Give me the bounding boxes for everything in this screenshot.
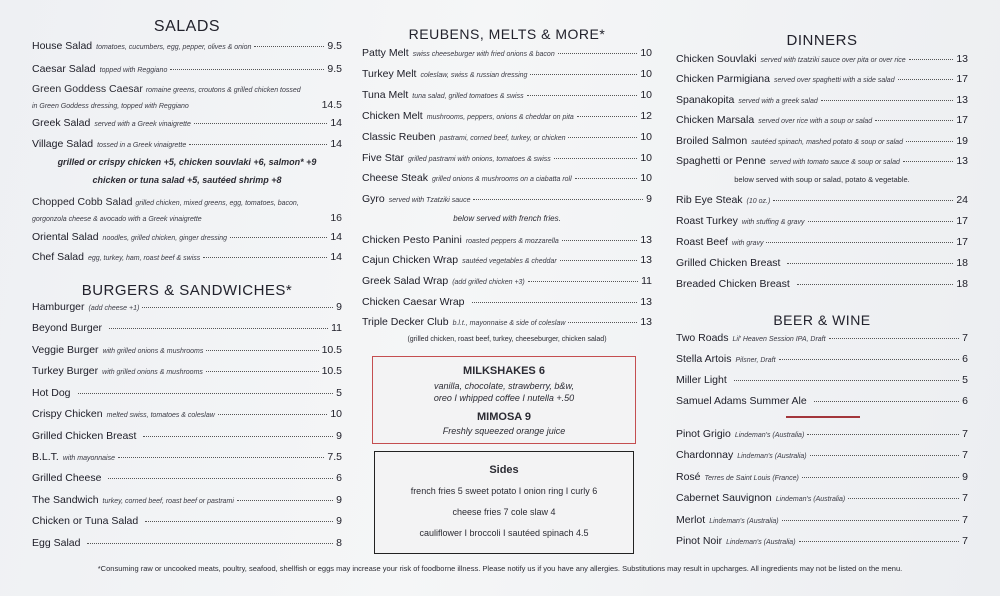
- menu-item: [676, 114, 968, 126]
- item-price: 8: [336, 537, 342, 549]
- menu-item: [32, 430, 342, 442]
- sides-title: Sides: [489, 464, 519, 476]
- item-price: 18: [956, 257, 968, 269]
- menu-item: [676, 449, 968, 461]
- dinners-heading: DINNERS: [786, 32, 858, 49]
- item-price: 13: [640, 296, 652, 308]
- menu-item: [32, 301, 342, 313]
- item-desc: mushrooms, peppers, onions & cheddar on pita: [426, 114, 574, 121]
- item-name: Grilled Chicken Breast: [676, 257, 781, 269]
- item-name: Chicken Caesar Wrap: [362, 296, 465, 308]
- item-price: 10: [640, 131, 652, 143]
- dot-leader: [797, 284, 953, 285]
- item-price: 7: [962, 428, 968, 440]
- item-price: 11: [641, 275, 652, 287]
- item-name: Chef Salad: [32, 251, 84, 263]
- item-price: 10: [640, 152, 652, 164]
- dot-leader: [909, 59, 954, 60]
- dot-leader: [206, 350, 318, 351]
- item-name: Rosé: [676, 471, 701, 483]
- item-desc: served over spaghetti with a side salad: [773, 77, 895, 84]
- dot-leader: [808, 221, 954, 222]
- dot-leader: [108, 478, 333, 479]
- item-name: Tuna Melt: [362, 89, 409, 101]
- dot-leader: [568, 322, 637, 323]
- item-name: The Sandwich: [32, 494, 99, 506]
- item-price: 10: [330, 408, 342, 420]
- item-price: 9: [336, 430, 342, 442]
- item-price: 24: [956, 194, 968, 206]
- item-name: Oriental Salad: [32, 231, 99, 243]
- dot-leader: [142, 307, 333, 308]
- dot-leader: [170, 69, 324, 70]
- dot-leader: [528, 281, 638, 282]
- item-name: Triple Decker Club: [362, 316, 449, 328]
- salad-addons-2: chicken or tuna salad +5, sautéed shrimp +8: [92, 175, 282, 185]
- item-name: Rib Eye Steak: [676, 194, 743, 206]
- item-name: Pinot Noir: [676, 535, 723, 547]
- item-price: 12: [640, 110, 652, 122]
- item-desc: served with a greek salad: [738, 98, 818, 105]
- menu-item: [362, 131, 652, 143]
- item-name: Grilled Chicken Breast: [32, 430, 137, 442]
- item-name: Stella Artois: [676, 353, 732, 365]
- item-name: Samuel Adams Summer Ale: [676, 395, 807, 407]
- item-name: Chardonnay: [676, 449, 734, 461]
- item-price: 13: [956, 94, 968, 106]
- menu-item: [676, 374, 968, 386]
- item-desc-2: in Green Goddess dressing, topped with Reggiano: [32, 103, 189, 110]
- item-price: 13: [956, 155, 968, 167]
- salads-heading: SALADS: [153, 18, 221, 35]
- item-name: Green Goddess Caesar: [32, 83, 143, 95]
- item-name: Village Salad: [32, 138, 94, 150]
- item-name: Veggie Burger: [32, 344, 99, 356]
- menu-item: [676, 492, 968, 504]
- menu-item: [32, 40, 342, 52]
- item-price: 9: [336, 494, 342, 506]
- dot-leader: [143, 436, 333, 437]
- item-price: 13: [956, 53, 968, 65]
- item-price: 14: [330, 138, 342, 150]
- menu-item: [32, 408, 342, 420]
- item-desc: served with tomato sauce & soup or salad: [769, 159, 900, 166]
- dot-leader: [472, 302, 638, 303]
- item-name: Greek Salad: [32, 117, 91, 129]
- item-desc: tomatoes, cucumbers, egg, pepper, olives & onion: [96, 44, 252, 51]
- menu-item: [32, 138, 342, 150]
- item-name: Breaded Chicken Breast: [676, 278, 790, 290]
- item-desc: with grilled onions & mushrooms: [102, 369, 203, 376]
- item-desc: coleslaw, swiss & russian dressing: [420, 72, 528, 79]
- item-price: 5: [962, 374, 968, 386]
- reubens-heading: REUBENS, MELTS & MORE*: [408, 26, 606, 42]
- menu-item: [362, 152, 652, 164]
- item-name: Cabernet Sauvignon: [676, 492, 772, 504]
- item-name: Hamburger: [32, 301, 85, 313]
- item-desc: Terres de Saint Louis (France): [704, 475, 799, 482]
- item-desc: (add grilled chicken +3): [452, 279, 525, 286]
- dot-leader: [237, 500, 333, 501]
- item-price: 7: [962, 332, 968, 344]
- dot-leader: [206, 371, 319, 372]
- dot-leader: [875, 120, 953, 121]
- menu-item: [362, 254, 652, 266]
- item-desc: served with tzatziki sauce over pita or over rice: [760, 57, 906, 64]
- menu-item: [676, 278, 968, 290]
- sides-line2: cheese fries 7 cole slaw 4: [452, 507, 556, 517]
- item-price: 14: [330, 231, 342, 243]
- salad-addons-1: grilled or crispy chicken +5, chicken souvlaki +6, salmon* +9: [57, 157, 317, 167]
- menu-item: [676, 257, 968, 269]
- item-name: Patty Melt: [362, 47, 409, 59]
- dot-leader: [779, 359, 960, 360]
- item-price: 16: [330, 212, 342, 224]
- dot-leader: [554, 158, 638, 159]
- item-price: 13: [640, 316, 652, 328]
- wine-divider: [786, 416, 860, 418]
- item-name: Classic Reuben: [362, 131, 436, 143]
- menu-item: [362, 296, 652, 308]
- item-desc: roasted peppers & mozzarella: [465, 238, 559, 245]
- dot-leader: [145, 521, 333, 522]
- menu-item: [32, 472, 342, 484]
- item-price: 10.5: [321, 365, 342, 377]
- menu-item: [32, 344, 342, 356]
- item-name: Egg Salad: [32, 537, 81, 549]
- item-desc-2: gorgonzola cheese & avocado with a Greek vinaigrette: [32, 216, 202, 223]
- dot-leader: [906, 141, 953, 142]
- item-desc: served with a Greek vinaigrette: [94, 121, 191, 128]
- item-name: Merlot: [676, 514, 706, 526]
- dot-leader: [568, 137, 637, 138]
- item-name: Turkey Melt: [362, 68, 417, 80]
- menu-item: [676, 395, 968, 407]
- dot-leader: [527, 95, 638, 96]
- item-name: Greek Salad Wrap: [362, 275, 449, 287]
- menu-item: [32, 63, 342, 75]
- dot-leader: [254, 46, 324, 47]
- menu-item: [676, 236, 968, 248]
- item-name: Chicken Pesto Panini: [362, 234, 462, 246]
- item-desc: served with Tzatziki sauce: [388, 197, 471, 204]
- menu-item: [32, 387, 342, 399]
- sides-box: [374, 451, 634, 554]
- menu-item: [32, 537, 342, 549]
- dot-leader: [734, 380, 959, 381]
- item-desc: romaine greens, croutons & grilled chicken tossed: [145, 87, 301, 94]
- dot-leader: [560, 260, 638, 261]
- menu-item: [676, 514, 968, 526]
- item-desc: Lindeman's (Australia): [775, 496, 846, 503]
- menu-item: [32, 515, 342, 527]
- menu-item: [32, 117, 342, 129]
- mimosa-desc: Freshly squeezed orange juice: [442, 426, 566, 436]
- milkshakes-title: MILKSHAKES 6: [463, 365, 545, 377]
- sides-line1: french fries 5 sweet potato I onion ring I curly 6: [410, 486, 598, 496]
- fries-note: below served with french fries.: [453, 214, 561, 223]
- burgers-heading: BURGERS & SANDWICHES*: [81, 282, 293, 299]
- dot-leader: [810, 455, 960, 456]
- menu-item: [676, 73, 968, 85]
- item-desc: grilled pastrami with onions, tomatoes & swiss: [408, 156, 551, 163]
- item-price: 9: [646, 193, 652, 205]
- dot-leader: [87, 543, 333, 544]
- item-price: 19: [956, 135, 968, 147]
- menu-item: [362, 47, 652, 59]
- menu-item: [362, 316, 652, 328]
- item-desc: Lindeman's (Australia): [737, 453, 807, 460]
- item-desc: with mayonnaise: [62, 455, 115, 462]
- item-desc: Lindeman's (Australia): [709, 518, 779, 525]
- item-desc: topped with Reggiano: [99, 67, 168, 74]
- item-name: Spaghetti or Penne: [676, 155, 766, 167]
- item-desc: melted swiss, tomatoes & coleslaw: [106, 412, 215, 419]
- menu-item: [32, 251, 342, 263]
- menu-item: [676, 535, 968, 547]
- dot-leader: [473, 199, 643, 200]
- dot-leader: [903, 161, 953, 162]
- item-price: 14: [330, 117, 342, 129]
- item-name: Pinot Grigio: [676, 428, 731, 440]
- item-price: 13: [640, 254, 652, 266]
- item-desc: with gravy: [731, 240, 764, 247]
- item-price: 7: [962, 492, 968, 504]
- dot-leader: [787, 263, 953, 264]
- dot-leader: [530, 74, 637, 75]
- menu-item: [362, 68, 652, 80]
- menu-item: [362, 193, 652, 205]
- item-price: 9: [962, 471, 968, 483]
- menu-item: [32, 451, 342, 463]
- item-name: Grilled Cheese: [32, 472, 102, 484]
- item-price: 17: [956, 236, 968, 248]
- menu-item: [362, 172, 652, 184]
- item-name: Spanakopita: [676, 94, 735, 106]
- item-desc: with stuffing & gravy: [741, 219, 805, 226]
- dot-leader: [577, 116, 638, 117]
- item-desc: b.l.t., mayonnaise & side of coleslaw: [452, 320, 566, 327]
- menu-item: [676, 155, 968, 167]
- milkshakes-line1: vanilla, chocolate, strawberry, b&w,: [434, 381, 574, 391]
- item-desc: served over rice with a soup or salad: [758, 118, 873, 125]
- menu-item: [676, 94, 968, 106]
- dinners-note: below served with soup or salad, potato & vegetable.: [734, 175, 910, 184]
- item-desc: tuna salad, grilled tomatoes & swiss: [412, 93, 524, 100]
- item-desc: egg, turkey, ham, roast beef & swiss: [87, 255, 201, 262]
- item-desc: swiss cheeseburger with fried onions & bacon: [412, 51, 555, 58]
- dot-leader: [773, 200, 953, 201]
- item-price: 10: [640, 172, 652, 184]
- item-name: Chicken Souvlaki: [676, 53, 757, 65]
- item-desc: grilled chicken, mixed greens, egg, tomatoes, bacon,: [135, 200, 299, 207]
- item-price: 11: [331, 322, 342, 334]
- item-desc: sautéed vegetables & cheddar: [462, 258, 557, 265]
- dot-leader: [558, 53, 638, 54]
- item-desc: sautéed spinach, mashed potato & soup or salad: [751, 139, 903, 146]
- item-name: Chicken Marsala: [676, 114, 755, 126]
- menu-item: [676, 53, 968, 65]
- item-desc: tossed in a Greek vinaigrette: [97, 142, 187, 149]
- item-name: Gyro: [362, 193, 385, 205]
- menu-item: [32, 365, 342, 377]
- item-price: 7: [962, 535, 968, 547]
- item-price: 10.5: [321, 344, 342, 356]
- milkshakes-box: [372, 356, 636, 444]
- item-name: Roast Beef: [676, 236, 728, 248]
- item-price: 9.5: [327, 63, 342, 75]
- item-desc: noodles, grilled chicken, ginger dressing: [102, 235, 228, 242]
- dot-leader: [802, 477, 959, 478]
- mimosa-title: MIMOSA 9: [477, 411, 531, 423]
- item-name: Chicken Parmigiana: [676, 73, 770, 85]
- item-price: 7: [962, 514, 968, 526]
- item-name: Chicken Melt: [362, 110, 423, 122]
- item-desc: pastrami, corned beef, turkey, or chicken: [439, 135, 566, 142]
- milkshakes-line2: oreo I whipped coffee I nutella +.50: [433, 393, 575, 403]
- item-desc: with grilled onions & mushrooms: [102, 348, 204, 355]
- item-name: Roast Turkey: [676, 215, 738, 227]
- dot-leader: [118, 457, 324, 458]
- menu-item: [32, 82, 342, 114]
- menu-item: [362, 275, 652, 287]
- item-name: Chopped Cobb Salad: [32, 196, 133, 208]
- item-price: 10: [640, 89, 652, 101]
- dot-leader: [829, 338, 960, 339]
- footer-disclaimer: *Consuming raw or uncooked meats, poultry, seafood, shellfish or eggs may increase your risk of foodborne illness. Please notify us if you have any allergies. Substitutions may result in upcharges. All ingredients may not be listed on the menu.: [97, 564, 903, 573]
- dot-leader: [575, 178, 638, 179]
- dot-leader: [898, 79, 954, 80]
- item-name: Crispy Chicken: [32, 408, 103, 420]
- item-name: B.L.T.: [32, 451, 59, 463]
- item-name: Two Roads: [676, 332, 729, 344]
- menu-item: [676, 332, 968, 344]
- item-price: 14: [330, 251, 342, 263]
- item-desc: Lindeman's (Australia): [726, 539, 796, 546]
- item-desc: grilled onions & mushrooms on a ciabatta roll: [431, 176, 572, 183]
- item-name: Miller Light: [676, 374, 727, 386]
- item-desc: Pilsner, Draft: [735, 357, 776, 364]
- menu-item: [362, 234, 652, 246]
- menu-item: [676, 471, 968, 483]
- item-price: 17: [956, 215, 968, 227]
- menu-item: [676, 194, 968, 206]
- item-price: 10: [640, 47, 652, 59]
- item-name: Beyond Burger: [32, 322, 103, 334]
- dot-leader: [230, 237, 327, 238]
- item-desc: turkey, corned beef, roast beef or pastrami: [102, 498, 234, 505]
- item-name: House Salad: [32, 40, 93, 52]
- item-desc: (add cheese +1): [88, 305, 140, 312]
- item-desc: (10 oz.): [746, 198, 771, 205]
- item-price: 7.5: [327, 451, 342, 463]
- menu-item: [32, 322, 342, 334]
- item-price: 9: [336, 515, 342, 527]
- item-price: 9: [336, 301, 342, 313]
- dot-leader: [109, 328, 328, 329]
- item-price: 10: [640, 68, 652, 80]
- menu-item: [362, 89, 652, 101]
- dot-leader: [194, 123, 327, 124]
- sides-line3: cauliflower I broccoli I sautéed spinach 4.5: [419, 528, 589, 538]
- dot-leader: [807, 434, 959, 435]
- menu-item: [32, 195, 342, 227]
- item-name: Cheese Steak: [362, 172, 428, 184]
- dot-leader: [203, 257, 327, 258]
- menu-item: [32, 231, 342, 243]
- item-price: 17: [956, 73, 968, 85]
- item-name: Broiled Salmon: [676, 135, 748, 147]
- dot-leader: [766, 242, 953, 243]
- item-price: 14.5: [321, 99, 342, 111]
- dot-leader: [814, 401, 959, 402]
- dot-leader: [78, 393, 334, 394]
- item-price: 6: [962, 353, 968, 365]
- item-desc: Lindeman's (Australia): [734, 432, 805, 439]
- menu-item: [32, 494, 342, 506]
- dot-leader: [799, 541, 960, 542]
- item-desc: Lil' Heaven Session IPA, Draft: [732, 336, 826, 343]
- item-name: Caesar Salad: [32, 63, 96, 75]
- menu-item: [362, 110, 652, 122]
- dot-leader: [218, 414, 328, 415]
- dot-leader: [562, 240, 638, 241]
- menu-item: [676, 135, 968, 147]
- menu-item: [676, 428, 968, 440]
- item-name: Turkey Burger: [32, 365, 99, 377]
- item-name: Hot Dog: [32, 387, 71, 399]
- item-price: 6: [336, 472, 342, 484]
- item-price: 17: [956, 114, 968, 126]
- menu-item: [676, 215, 968, 227]
- item-name: Five Star: [362, 152, 405, 164]
- item-price: 5: [336, 387, 342, 399]
- item-price: 13: [640, 234, 652, 246]
- dot-leader: [189, 144, 327, 145]
- club-note: (grilled chicken, roast beef, turkey, cheeseburger, chicken salad): [407, 336, 607, 343]
- item-price: 6: [962, 395, 968, 407]
- dot-leader: [848, 498, 959, 499]
- menu-item: [676, 353, 968, 365]
- dot-leader: [821, 100, 954, 101]
- item-price: 9.5: [327, 40, 342, 52]
- dot-leader: [782, 520, 960, 521]
- item-price: 18: [956, 278, 968, 290]
- item-name: Chicken or Tuna Salad: [32, 515, 139, 527]
- beer-wine-heading: BEER & WINE: [773, 312, 871, 328]
- item-price: 7: [962, 449, 968, 461]
- item-name: Cajun Chicken Wrap: [362, 254, 459, 266]
